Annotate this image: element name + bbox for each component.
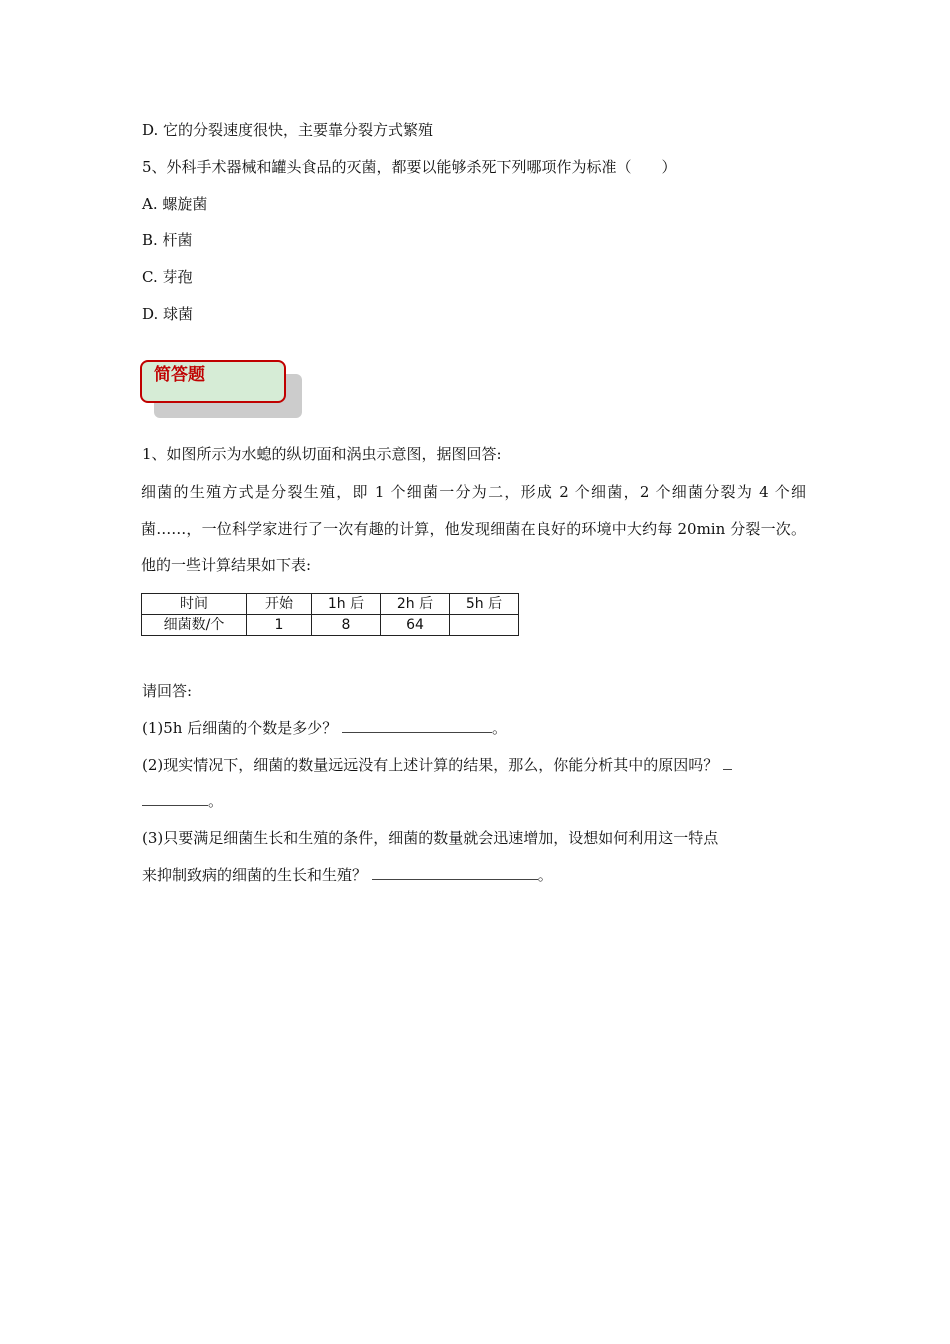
sa-sub1-text: (1)5h 后细菌的个数是多少？ <box>142 719 338 737</box>
table-header-cell: 5h 后 <box>450 594 519 615</box>
q5-option-c: C. 芽孢 <box>142 268 193 286</box>
table-row <box>142 615 519 636</box>
table-header-cell: 1h 后 <box>312 594 381 615</box>
table-header-cell: 时间 <box>142 594 247 615</box>
table-header-cell: 2h 后 <box>381 594 450 615</box>
sa-sub1-period: 。 <box>492 719 508 737</box>
sa-sub1-answer-blank[interactable] <box>342 718 492 733</box>
q5-option-d: D. 球菌 <box>142 305 194 323</box>
sa-sub2-text: (2)现实情况下，细菌的数量远远没有上述计算的结果，那么，你能分析其中的原因吗？ <box>142 756 719 774</box>
table-cell: 8 <box>312 615 381 636</box>
table-cell-empty <box>450 615 519 636</box>
sa-prompt: 请回答: <box>142 682 193 700</box>
sa-q1-paragraph: 细菌的生殖方式是分裂生殖，即 1 个细菌一分为二，形成 2 个细菌，2 个细菌分裂为 4 个细菌……，一位科学家进行了一次有趣的计算，他发现细菌在良好的环境中大约每 20min 分裂一次。他的一些计算结果如下表: <box>141 483 806 574</box>
q5-option-a: A. 螺旋菌 <box>142 195 208 213</box>
sa-q1-stem: 1、如图所示为水螅的纵切面和涡虫示意图，据图回答: <box>142 445 502 463</box>
sa-sub2-answer-blank[interactable] <box>723 755 732 770</box>
table-cell: 细菌数/个 <box>142 615 247 636</box>
sa-sub3-text: 来抑制致病的细菌的生长和生殖？ <box>142 866 368 884</box>
sa-sub2-answer-blank-cont[interactable] <box>142 791 208 806</box>
sa-sub3-answer-blank[interactable] <box>372 865 538 880</box>
table-header-row <box>142 594 519 615</box>
q4-option-d: D. 它的分裂速度很快，主要靠分裂方式繁殖 <box>142 121 434 139</box>
sa-sub3-line2 <box>142 865 553 885</box>
q5-option-b: B. 杆菌 <box>142 231 193 249</box>
q5-stem: 5、外科手术器械和罐头食品的灭菌，都要以能够杀死下列哪项作为标准（ ） <box>142 158 677 176</box>
sa-sub2-period: 。 <box>208 792 224 810</box>
section-header <box>140 360 304 420</box>
sa-sub2-cont <box>142 791 223 811</box>
bacteria-table <box>141 593 519 636</box>
table-header-cell: 开始 <box>247 594 312 615</box>
sa-sub3-period: 。 <box>537 866 553 884</box>
section-title: 简答题 <box>154 365 205 385</box>
sa-sub2 <box>142 755 732 775</box>
sa-sub3-line1: (3)只要满足细菌生长和生殖的条件，细菌的数量就会迅速增加，设想如何利用这一特点 <box>142 829 719 847</box>
table-cell: 1 <box>247 615 312 636</box>
table-cell: 64 <box>381 615 450 636</box>
sa-sub1 <box>142 718 507 738</box>
